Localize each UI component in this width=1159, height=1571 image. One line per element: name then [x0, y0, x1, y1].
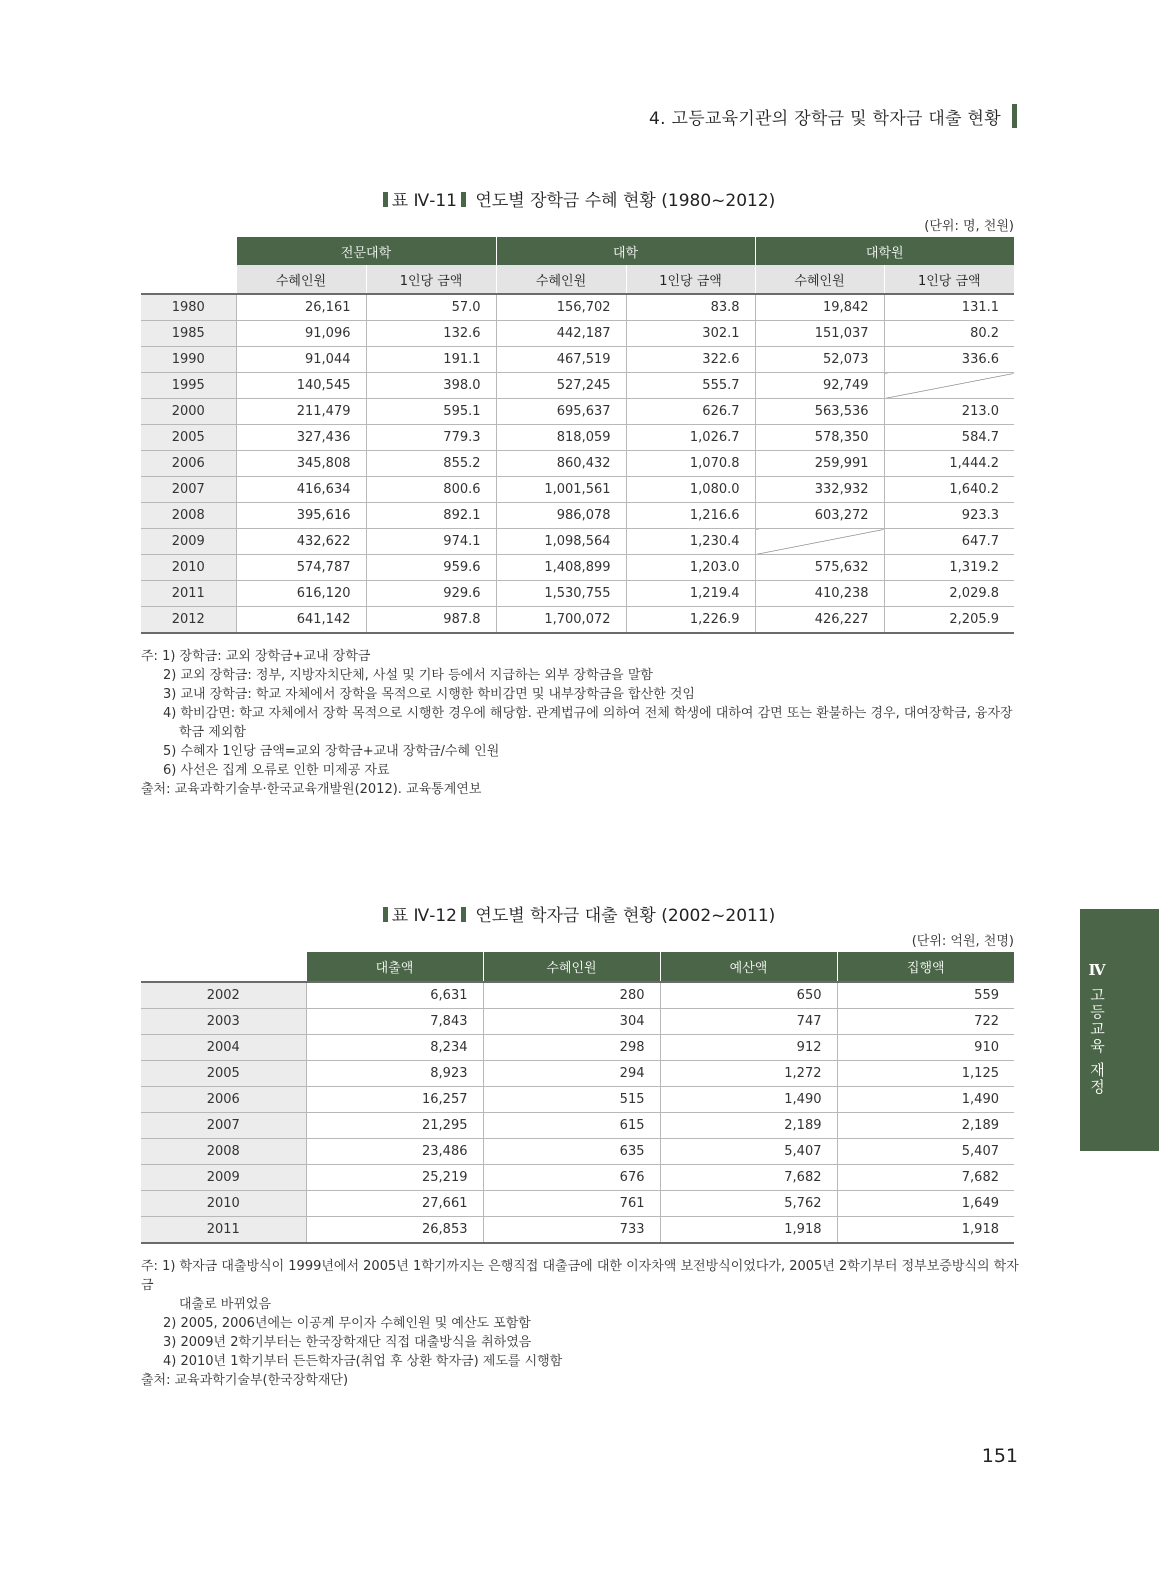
chapter-number: Ⅳ — [1088, 961, 1106, 979]
value-cell: 1,203.0 — [626, 555, 755, 581]
footnote-line: 대출로 바뀌었음 — [179, 1297, 272, 1312]
value-cell: 818,059 — [496, 425, 626, 451]
footnote-line: 주: 1) 학자금 대출방식이 1999년에서 2005년 1학기까지는 은행직접 대출금에 대한 이자차액 보전방식이었다가, 2005년 2학기부터 정부보증방식의 학자금 — [141, 1259, 1019, 1293]
title-marker — [383, 192, 388, 207]
year-cell: 1980 — [141, 294, 236, 321]
year-cell: 2010 — [141, 1191, 306, 1217]
value-cell: 26,853 — [306, 1217, 483, 1244]
year-cell: 2010 — [141, 555, 236, 581]
year-cell: 2007 — [141, 1113, 306, 1139]
value-cell: 1,080.0 — [626, 477, 755, 503]
value-cell: 416,634 — [236, 477, 366, 503]
title-marker — [461, 907, 466, 922]
value-cell: 1,918 — [660, 1217, 837, 1244]
value-cell: 259,991 — [755, 451, 884, 477]
value-cell: 27,661 — [306, 1191, 483, 1217]
table-row — [141, 1061, 1014, 1087]
table-row — [141, 1191, 1014, 1217]
value-cell: 336.6 — [884, 347, 1014, 373]
table1-title — [140, 186, 1014, 211]
year-cell: 1995 — [141, 373, 236, 399]
value-cell: 467,519 — [496, 347, 626, 373]
value-cell: 132.6 — [366, 321, 496, 347]
year-cell: 2006 — [141, 1087, 306, 1113]
value-cell: 929.6 — [366, 581, 496, 607]
value-cell: 1,700,072 — [496, 607, 626, 634]
value-cell: 986,078 — [496, 503, 626, 529]
value-cell: 575,632 — [755, 555, 884, 581]
footnote-line: 주: 1) 장학금: 교외 장학금+교내 장학금 — [141, 649, 371, 664]
year-cell: 2007 — [141, 477, 236, 503]
value-cell: 1,070.8 — [626, 451, 755, 477]
value-cell: 19,842 — [755, 294, 884, 321]
table-row — [141, 1035, 1014, 1061]
value-cell: 574,787 — [236, 555, 366, 581]
title-marker — [461, 192, 466, 207]
value-cell: 80.2 — [884, 321, 1014, 347]
value-cell: 432,622 — [236, 529, 366, 555]
title-marker — [383, 907, 388, 922]
corner-cell — [141, 265, 236, 294]
table-row — [141, 451, 1014, 477]
table2-caption: 연도별 학자금 대출 현황 (2002~2011) — [475, 906, 776, 926]
year-cell: 1985 — [141, 321, 236, 347]
value-cell: 595.1 — [366, 399, 496, 425]
column-header: 예산액 — [660, 952, 837, 982]
value-cell: 5,407 — [660, 1139, 837, 1165]
missing-data-cell — [884, 373, 1014, 399]
year-cell: 2006 — [141, 451, 236, 477]
value-cell: 2,189 — [660, 1113, 837, 1139]
year-cell: 2005 — [141, 425, 236, 451]
chapter-side-tab — [1080, 909, 1159, 1151]
value-cell: 912 — [660, 1035, 837, 1061]
value-cell: 7,682 — [660, 1165, 837, 1191]
value-cell: 641,142 — [236, 607, 366, 634]
value-cell: 280 — [483, 982, 660, 1009]
missing-data-cell — [755, 529, 884, 555]
table-row — [141, 373, 1014, 399]
footnote-line: 학금 제외함 — [179, 725, 246, 740]
table1-caption: 연도별 장학금 수혜 현황 (1980~2012) — [475, 191, 776, 211]
value-cell: 92,749 — [755, 373, 884, 399]
value-cell: 761 — [483, 1191, 660, 1217]
value-cell: 1,640.2 — [884, 477, 1014, 503]
value-cell: 695,637 — [496, 399, 626, 425]
value-cell: 304 — [483, 1009, 660, 1035]
value-cell: 1,444.2 — [884, 451, 1014, 477]
table-row — [141, 477, 1014, 503]
value-cell: 1,230.4 — [626, 529, 755, 555]
value-cell: 616,120 — [236, 581, 366, 607]
value-cell: 603,272 — [755, 503, 884, 529]
value-cell: 635 — [483, 1139, 660, 1165]
value-cell: 426,227 — [755, 607, 884, 634]
table1-label: 표 Ⅳ-11 — [391, 191, 457, 211]
value-cell: 191.1 — [366, 347, 496, 373]
value-cell: 57.0 — [366, 294, 496, 321]
value-cell: 5,762 — [660, 1191, 837, 1217]
column-header: 대출액 — [306, 952, 483, 982]
footnote-line: 5) 수혜자 1인당 금액=교외 장학금+교내 장학금/수혜 인원 — [163, 744, 500, 759]
table-row — [141, 294, 1014, 321]
table2-label: 표 Ⅳ-12 — [391, 906, 457, 926]
value-cell: 733 — [483, 1217, 660, 1244]
column-header: 수혜인원 — [236, 265, 366, 294]
value-cell: 1,219.4 — [626, 581, 755, 607]
table2-title — [140, 901, 1014, 926]
value-cell: 151,037 — [755, 321, 884, 347]
value-cell: 442,187 — [496, 321, 626, 347]
column-header: 1인당 금액 — [366, 265, 496, 294]
value-cell: 527,245 — [496, 373, 626, 399]
value-cell: 860,432 — [496, 451, 626, 477]
value-cell: 91,096 — [236, 321, 366, 347]
year-cell: 1990 — [141, 347, 236, 373]
table-row — [141, 1165, 1014, 1191]
value-cell: 578,350 — [755, 425, 884, 451]
value-cell: 563,536 — [755, 399, 884, 425]
table-row — [141, 399, 1014, 425]
value-cell: 1,490 — [660, 1087, 837, 1113]
group-header: 전문대학 — [236, 237, 496, 265]
year-cell: 2008 — [141, 1139, 306, 1165]
table-row — [141, 982, 1014, 1009]
value-cell: 910 — [837, 1035, 1014, 1061]
column-header: 수혜인원 — [496, 265, 626, 294]
value-cell: 8,923 — [306, 1061, 483, 1087]
value-cell: 1,026.7 — [626, 425, 755, 451]
value-cell: 6,631 — [306, 982, 483, 1009]
table-row — [141, 529, 1014, 555]
value-cell: 26,161 — [236, 294, 366, 321]
value-cell: 1,001,561 — [496, 477, 626, 503]
value-cell: 1,490 — [837, 1087, 1014, 1113]
value-cell: 747 — [660, 1009, 837, 1035]
year-cell: 2005 — [141, 1061, 306, 1087]
value-cell: 395,616 — [236, 503, 366, 529]
value-cell: 559 — [837, 982, 1014, 1009]
value-cell: 959.6 — [366, 555, 496, 581]
value-cell: 398.0 — [366, 373, 496, 399]
value-cell: 294 — [483, 1061, 660, 1087]
value-cell: 584.7 — [884, 425, 1014, 451]
table-row — [141, 607, 1014, 634]
value-cell: 1,098,564 — [496, 529, 626, 555]
table2-unit: (단위: 억원, 천명) — [911, 934, 1014, 949]
value-cell: 16,257 — [306, 1087, 483, 1113]
year-cell: 2009 — [141, 1165, 306, 1191]
value-cell: 779.3 — [366, 425, 496, 451]
value-cell: 7,843 — [306, 1009, 483, 1035]
table-row — [141, 503, 1014, 529]
corner-cell — [141, 237, 236, 265]
value-cell: 2,205.9 — [884, 607, 1014, 634]
footnote-line: 2) 2005, 2006년에는 이공계 무이자 수혜인원 및 예산도 포함함 — [163, 1316, 531, 1331]
table-row — [141, 1009, 1014, 1035]
value-cell: 156,702 — [496, 294, 626, 321]
year-cell: 2003 — [141, 1009, 306, 1035]
table-row — [141, 1113, 1014, 1139]
value-cell: 1,530,755 — [496, 581, 626, 607]
table-row — [141, 347, 1014, 373]
table-row — [141, 1217, 1014, 1244]
value-cell: 327,436 — [236, 425, 366, 451]
value-cell: 626.7 — [626, 399, 755, 425]
value-cell: 345,808 — [236, 451, 366, 477]
value-cell: 7,682 — [837, 1165, 1014, 1191]
value-cell: 855.2 — [366, 451, 496, 477]
value-cell: 650 — [660, 982, 837, 1009]
table2-notes — [141, 1257, 1021, 1390]
value-cell: 722 — [837, 1009, 1014, 1035]
value-cell: 892.1 — [366, 503, 496, 529]
value-cell: 332,932 — [755, 477, 884, 503]
column-header: 집행액 — [837, 952, 1014, 982]
value-cell: 615 — [483, 1113, 660, 1139]
year-cell: 2011 — [141, 1217, 306, 1244]
value-cell: 2,029.8 — [884, 581, 1014, 607]
corner-cell — [141, 952, 306, 982]
footnote-line: 3) 교내 장학금: 학교 자체에서 장학을 목적으로 시행한 학비감면 및 내부장학금을 합산한 것임 — [163, 687, 695, 702]
chapter-title: 고등교육 재정 — [1088, 987, 1106, 1096]
footnote-line: 출처: 교육과학기술부·한국교육개발원(2012). 교육통계연보 — [141, 782, 482, 797]
value-cell: 800.6 — [366, 477, 496, 503]
value-cell: 515 — [483, 1087, 660, 1113]
year-cell: 2009 — [141, 529, 236, 555]
footnote-line: 3) 2009년 2학기부터는 한국장학재단 직접 대출방식을 취하였음 — [163, 1335, 532, 1350]
column-header: 수혜인원 — [755, 265, 884, 294]
table-row — [141, 321, 1014, 347]
value-cell: 52,073 — [755, 347, 884, 373]
footnote-line: 6) 사선은 집계 오류로 인한 미제공 자료 — [163, 763, 390, 778]
value-cell: 23,486 — [306, 1139, 483, 1165]
column-header: 수혜인원 — [483, 952, 660, 982]
value-cell: 647.7 — [884, 529, 1014, 555]
value-cell: 410,238 — [755, 581, 884, 607]
year-cell: 2008 — [141, 503, 236, 529]
group-header: 대학원 — [755, 237, 1014, 265]
year-cell: 2011 — [141, 581, 236, 607]
value-cell: 1,649 — [837, 1191, 1014, 1217]
table1-notes — [141, 647, 1021, 799]
value-cell: 5,407 — [837, 1139, 1014, 1165]
value-cell: 211,479 — [236, 399, 366, 425]
value-cell: 555.7 — [626, 373, 755, 399]
footnote-line: 4) 학비감면: 학교 자체에서 장학 목적으로 시행한 경우에 해당함. 관계법규에 의하여 전체 학생에 대하여 감면 또는 환불하는 경우, 대여장학금, 융자장 — [163, 706, 1013, 721]
value-cell: 8,234 — [306, 1035, 483, 1061]
running-header: 4. 고등교육기관의 장학금 및 학자금 대출 현황 — [648, 109, 1001, 129]
value-cell: 1,918 — [837, 1217, 1014, 1244]
table-row — [141, 581, 1014, 607]
value-cell: 25,219 — [306, 1165, 483, 1191]
scholarship-table — [141, 237, 1014, 634]
value-cell: 1,226.9 — [626, 607, 755, 634]
student-loan-table — [141, 952, 1014, 1244]
value-cell: 1,319.2 — [884, 555, 1014, 581]
value-cell: 140,545 — [236, 373, 366, 399]
value-cell: 83.8 — [626, 294, 755, 321]
running-header-bar — [1012, 104, 1017, 128]
value-cell: 923.3 — [884, 503, 1014, 529]
value-cell: 987.8 — [366, 607, 496, 634]
value-cell: 302.1 — [626, 321, 755, 347]
value-cell: 21,295 — [306, 1113, 483, 1139]
value-cell: 213.0 — [884, 399, 1014, 425]
table1-unit: (단위: 명, 천원) — [924, 219, 1014, 234]
year-cell: 2000 — [141, 399, 236, 425]
value-cell: 322.6 — [626, 347, 755, 373]
value-cell: 974.1 — [366, 529, 496, 555]
value-cell: 91,044 — [236, 347, 366, 373]
value-cell: 1,272 — [660, 1061, 837, 1087]
table-row — [141, 425, 1014, 451]
page-number: 151 — [981, 1445, 1018, 1467]
value-cell: 1,408,899 — [496, 555, 626, 581]
year-cell: 2012 — [141, 607, 236, 634]
column-header: 1인당 금액 — [626, 265, 755, 294]
value-cell: 298 — [483, 1035, 660, 1061]
year-cell: 2002 — [141, 982, 306, 1009]
group-header: 대학 — [496, 237, 755, 265]
table-row — [141, 1139, 1014, 1165]
value-cell: 2,189 — [837, 1113, 1014, 1139]
footnote-line: 2) 교외 장학금: 정부, 지방자치단체, 사설 및 기타 등에서 지급하는 외부 장학금을 말함 — [163, 668, 653, 683]
table-row — [141, 555, 1014, 581]
value-cell: 1,216.6 — [626, 503, 755, 529]
footnote-line: 4) 2010년 1학기부터 든든학자금(취업 후 상환 학자금) 제도를 시행함 — [163, 1354, 563, 1369]
value-cell: 676 — [483, 1165, 660, 1191]
value-cell: 131.1 — [884, 294, 1014, 321]
table-row — [141, 1087, 1014, 1113]
value-cell: 1,125 — [837, 1061, 1014, 1087]
footnote-line: 출처: 교육과학기술부(한국장학재단) — [141, 1373, 349, 1388]
year-cell: 2004 — [141, 1035, 306, 1061]
column-header: 1인당 금액 — [884, 265, 1014, 294]
